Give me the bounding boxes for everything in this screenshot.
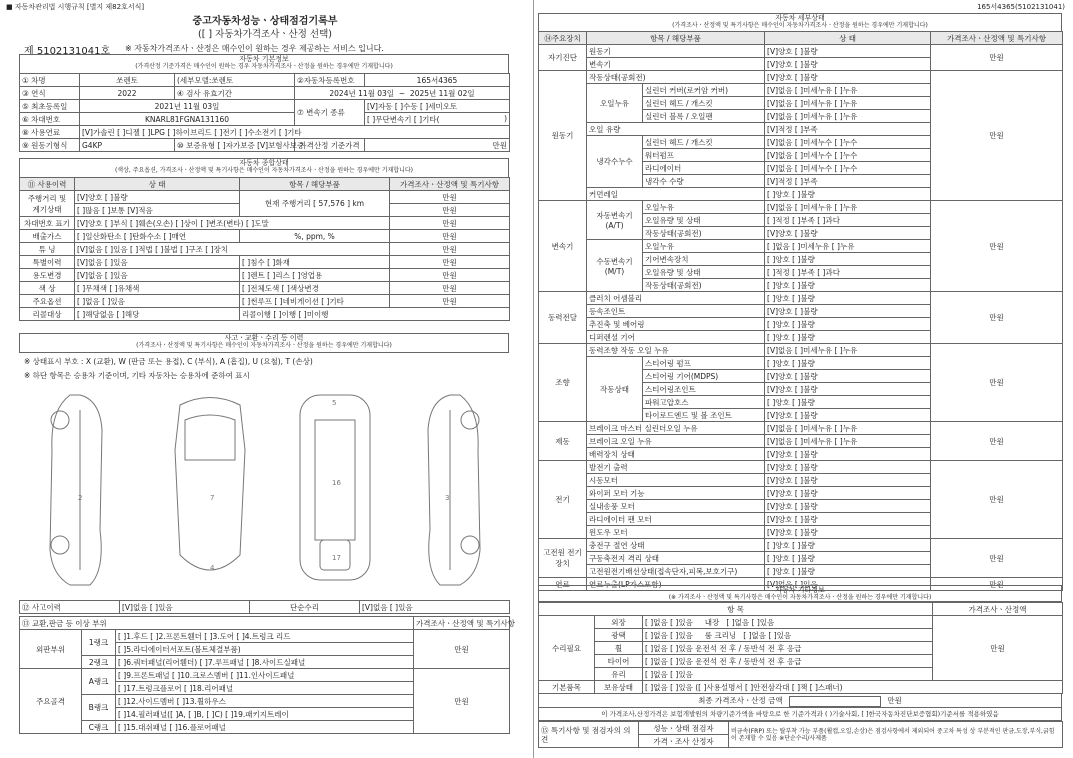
- other-col-item: 항 목: [539, 603, 933, 616]
- color-item: [ ]전체도색 [ ]색상변경: [240, 282, 390, 295]
- exchange-table: [19, 616, 515, 734]
- detail-item: 스티어링조인트: [643, 383, 765, 396]
- detail-item: 클러치 어셈블리: [587, 292, 765, 305]
- rankA-label: A랭크: [82, 669, 116, 695]
- odometer-label: 주행거리 및 계기상태: [20, 191, 75, 217]
- detail-section-name: 고전원 전기장치: [539, 539, 587, 578]
- accident-history-state: [V]없음 [ ]있음: [120, 601, 250, 614]
- detail-item: 워터펌프: [643, 149, 765, 162]
- base-price-label: 가격산정 기준가격: [295, 139, 365, 152]
- svg-text:4: 4: [210, 564, 215, 572]
- car-diagram: [40, 390, 500, 590]
- special-history-label: 특별이력: [20, 256, 75, 269]
- detail-state: [ ]적정 [ ]부족 [ ]과다: [765, 214, 931, 227]
- detail-section-price: 만원: [931, 539, 1063, 578]
- basic-info-note: (가격산정 기준가격은 매수인이 원하는 경우 자동차가격조사ㆍ산정을 원하는 경우에만 기재합니다): [135, 63, 393, 70]
- emission-state: [ ]일산화탄소 [ ]탄화수소 [ ]매연: [75, 230, 240, 243]
- right-page: [536, 0, 1073, 758]
- detail-item: 타이로드엔드 및 볼 조인트: [643, 409, 765, 422]
- detail-state: [V]양호 [ ]불량: [765, 487, 931, 500]
- other-info-block: [538, 585, 1062, 748]
- main-frame-label: 주요골격: [20, 669, 82, 734]
- base-price-unit: 만원: [365, 139, 510, 152]
- form-subtitle: ([ ] 자동차가격조사ㆍ산정 선택): [197, 29, 332, 40]
- svg-text:7: 7: [210, 494, 215, 502]
- detail-section-name: 전기: [539, 461, 587, 539]
- detail-section-name: 조향: [539, 344, 587, 422]
- detail-row: [539, 45, 1063, 58]
- rank2-line: [ ]6.쿼터패널(리어휀더) [ ]7.루프패널 [ ]8.사이드실패널: [116, 656, 414, 669]
- odometer-state-1: [V]양호 [ ]불량: [75, 191, 240, 204]
- car-name-value: 쏘렌토: [80, 74, 175, 87]
- rank1-line1: [ ]1.후드 [ ]2.프론트휀더 [ ]3.도어 [ ]4.트렁크 리드: [116, 630, 414, 643]
- basic-info-table: [19, 73, 510, 152]
- basic-info-header: [19, 54, 509, 74]
- detail-col-device: ⑭주요장치: [539, 32, 587, 45]
- detail-section-name: 변속기: [539, 201, 587, 292]
- detail-state: [V]양호 [ ]불량: [765, 45, 931, 58]
- simple-repair-state: [V]없음 [ ]있음: [360, 601, 510, 614]
- rankC-label: C랭크: [82, 721, 116, 734]
- repair-wheel-label: 휠: [595, 642, 643, 655]
- odometer-state-2: [ ]많음 [ ]보통 [V]적음: [75, 204, 240, 217]
- detail-item: 연료누출(LP가스포함): [587, 578, 765, 591]
- inspector-note: 비금속(FRP) 또는 탈부착 가능 부품(휠캡,오일,손상)은 점검사항에서 제외되어 중고차 특성 상 부분적인 판금,도장,부식,긁힘이 존재할 수 있음 ※단순수리/사제품: [729, 722, 1063, 748]
- detail-item: 브레이크 마스터 실린더오일 누유: [587, 422, 765, 435]
- summary-col-item: 항목 / 해당부품: [240, 178, 390, 191]
- repair-glass-row: [ ]없음 [ ]있음: [643, 668, 933, 681]
- detail-section-price: 만원: [931, 292, 1063, 344]
- detail-item: 커먼레일: [587, 188, 765, 201]
- detail-note: (가격조사ㆍ산정액 및 특기사항은 매수인이 자동차가격조사ㆍ산정을 원하는 경우에만 기재합니다): [672, 22, 928, 29]
- detail-header: [538, 13, 1062, 32]
- detail-item: 오일유량 및 상태: [643, 266, 765, 279]
- detail-item: 와이퍼 모터 기능: [587, 487, 765, 500]
- summary-table: [19, 177, 510, 321]
- year-value: 2022: [80, 87, 175, 100]
- usage-change-label: 용도변경: [20, 269, 75, 282]
- detail-state: [V]적정 [ ]부족: [765, 123, 931, 136]
- final-price-note: 이 가격조사,산정가격은 보험개발원의 차량기준가액을 바탕으로 한 기준가격과 ( )기술사회, [ ]한국자동차진단보증협회)기준서를 적용하였음: [538, 707, 1062, 721]
- final-price-unit: 만원: [887, 696, 902, 705]
- detail-state: [ ]양호 [ ]불량: [765, 318, 931, 331]
- detail-item: 시동모터: [587, 474, 765, 487]
- detail-col-item: 항목 / 해당부품: [587, 32, 765, 45]
- detail-state: [ ]양호 [ ]불량: [765, 292, 931, 305]
- detail-state: [ ]양호 [ ]불량: [765, 253, 931, 266]
- detail-item: 구동축전지 격리 상태: [587, 552, 765, 565]
- detail-item: 오일누유: [643, 240, 765, 253]
- detail-state: [V]적정 [ ]부족: [765, 175, 931, 188]
- detail-col-state: 상 태: [765, 32, 931, 45]
- detail-item: 작동상태(공회전): [587, 71, 765, 84]
- detail-section-price: 만원: [931, 71, 1063, 201]
- accident-title: 사고ㆍ교환ㆍ수리 등 이력: [224, 334, 304, 342]
- document-number: 제 5102131041호: [24, 46, 111, 57]
- inspector-table: [538, 721, 1063, 748]
- detail-item: 오일 유량: [587, 123, 765, 136]
- detail-state: [V]양호 [ ]불량: [765, 500, 931, 513]
- detail-row: [539, 539, 1063, 552]
- detail-row: [539, 292, 1063, 305]
- first-reg-value: 2021년 11월 03일: [80, 100, 295, 113]
- detail-row: [539, 344, 1063, 357]
- detail-item: 스티어링 기어(MDPS): [643, 370, 765, 383]
- detail-state: [V]양호 [ ]불량: [765, 526, 931, 539]
- emission-label: 배출가스: [20, 230, 75, 243]
- detail-item: 실린더 헤드 / 개스킷: [643, 136, 765, 149]
- basic-info-title: 자동차 기본정보: [239, 55, 289, 63]
- detail-state: [V]없음 [ ]미세누유 [ ]누유: [765, 97, 931, 110]
- detail-state: [V]양호 [ ]불량: [765, 474, 931, 487]
- detail-item: 실린더 커버(로커암 커버): [643, 84, 765, 97]
- document-note: ※ 자동차가격조사ㆍ산정은 매수인이 원하는 경우 제공하는 서비스 입니다.: [125, 44, 384, 53]
- detail-item: 작동상태(공회전): [643, 227, 765, 240]
- rank1-label: 1랭크: [82, 630, 116, 656]
- detail-item: 기어변속장치: [643, 253, 765, 266]
- detail-item: 디퍼렌셜 기어: [587, 331, 765, 344]
- validity-label: ④ 검사 유효기간: [175, 87, 295, 100]
- simple-repair-label: 단순수리: [250, 601, 360, 614]
- color-price: 만원: [390, 282, 510, 295]
- year-label: ③ 연식: [20, 87, 80, 100]
- detail-state: [ ]양호 [ ]불량: [765, 565, 931, 578]
- detail-item: 추진축 및 베어링: [587, 318, 765, 331]
- tuning-label: 튜 닝: [20, 243, 75, 256]
- final-price-row: [538, 694, 1062, 707]
- repair-tire-label: 타이어: [595, 655, 643, 668]
- accident-note: (가격조사ㆍ산정액 및 특기사항은 매수인이 자동차가격조사ㆍ산정을 원하는 경우에만 기재합니다): [136, 342, 392, 349]
- outer-panel-price: 만원: [414, 630, 510, 669]
- repair-polish-row: [ ]없음 [ ]있음 룸 크리닝 [ ]없음 [ ]있음: [643, 629, 933, 642]
- rankB-line2: [ ]14.필러패널([ ]A, [ ]B, [ ]C) [ ]19.패키지트레이: [116, 708, 414, 721]
- tuning-price: 만원: [390, 243, 510, 256]
- detail-section-price: 만원: [931, 344, 1063, 422]
- vin-value: KNARL81FGNA131160: [80, 113, 295, 126]
- detail-section-name: 연료: [539, 578, 587, 591]
- detail-item: 냉각수 수량: [643, 175, 765, 188]
- odometer-value: 현재 주행거리 [ 57,576 ] km: [240, 191, 390, 217]
- symbol-legend: ※ 상태표시 부호 : X (교환), W (판금 또는 용접), C (부식), A (흠집), U (요철), T (손상): [24, 357, 313, 366]
- basic-items-state: [ ]없음 [ ]있음 ([ ]사용설명서 [ ]안전삼각대 [ ]잭 [ ]스패너): [643, 681, 1063, 694]
- rankA-line1: [ ]9.프론트패널 [ ]10.크로스멤버 [ ]11.인사이드패널: [116, 669, 414, 682]
- rankB-line1: [ ]12.사이드멤버 [ ]13.휠하우스: [116, 695, 414, 708]
- warranty-cell: ⑩ 보증유형 [ ]자가보증 [V]보험사보증: [175, 139, 295, 152]
- recall-item: 리콜이행 [ ]이행 [ ]미이행: [240, 308, 510, 321]
- detail-item: 원동기: [587, 45, 765, 58]
- detail-state: [ ]없음 [ ]미세누유 [ ]누유: [765, 240, 931, 253]
- emission-price: 만원: [390, 230, 510, 243]
- option-price: 만원: [390, 295, 510, 308]
- rankC-line: [ ]15.대쉬패널 [ ]16.플로어패널: [116, 721, 414, 734]
- detail-state: [ ]양호 [ ]불량: [765, 539, 931, 552]
- usage-change-price: 만원: [390, 269, 510, 282]
- color-label: 색 상: [20, 282, 75, 295]
- detail-section-price: 만원: [931, 422, 1063, 461]
- vin-label: ⑥ 차대번호: [20, 113, 80, 126]
- summary-header: [19, 158, 509, 178]
- detail-state: [ ]양호 [ ]불량: [765, 552, 931, 565]
- detail-section-name: 제동: [539, 422, 587, 461]
- special-history-state: [V]없음 [ ]있음: [75, 256, 240, 269]
- svg-text:17: 17: [332, 554, 341, 562]
- accident-history-table: [19, 600, 510, 614]
- right-top-note: 165서4365(5102131041): [977, 3, 1065, 11]
- rankA-line2: [ ]17.트렁크플로어 [ ]18.리어패널: [116, 682, 414, 695]
- repair-glass-label: 유리: [595, 668, 643, 681]
- main-frame-price: 만원: [414, 669, 510, 734]
- exchange-price-header: 가격조사ㆍ산정액 및 특기사항: [414, 617, 510, 630]
- vin-mark-price: 만원: [390, 217, 510, 230]
- car-model-detail: (세부모델:쏘렌토: [175, 74, 295, 87]
- detail-state: [ ]양호 [ ]불량: [765, 357, 931, 370]
- detail-row: [539, 422, 1063, 435]
- other-info-header: [538, 585, 1062, 602]
- transmission-line2: [ ]무단변속기 [ ]기타( ): [365, 113, 510, 126]
- detail-section-name: 원동기: [539, 71, 587, 201]
- form-number: ■ 자동차관리법 시행규칙 [별지 제82호서식]: [6, 3, 145, 11]
- svg-text:5: 5: [332, 399, 337, 407]
- detail-item: 파워고압호스: [643, 396, 765, 409]
- detail-state: [V]없음 [ ]미세누수 [ ]누수: [765, 149, 931, 162]
- special-history-price: 만원: [390, 256, 510, 269]
- detail-item: 오일유량 및 상태: [643, 214, 765, 227]
- outer-panel-label: 외판부위: [20, 630, 82, 669]
- summary-note: (색상, 주요옵션, 가격조사ㆍ산정액 및 특기사항은 매수인이 자동차가격조사ㆍ산정을 원하는 경우에만 기재합니다): [114, 167, 414, 174]
- detail-item: 실린더 헤드 / 개스킷: [643, 97, 765, 110]
- basic-items-label: 기본품목: [539, 681, 595, 694]
- detail-state: [V]양호 [ ]불량: [765, 370, 931, 383]
- left-page: [0, 0, 530, 758]
- color-state: [ ]무채색 [ ]유채색: [75, 282, 240, 295]
- detail-state: [V]없음 [ ]미세누유 [ ]누유: [765, 201, 931, 214]
- repair-tire-row: [ ]없음 [ ]있음 운전석 전 후 / 동반석 전 후 응급: [643, 655, 933, 668]
- detail-row: [539, 71, 1063, 84]
- detail-item: 작동상태(공회전): [643, 279, 765, 292]
- accident-history-label: ⑫ 사고이력: [20, 601, 120, 614]
- reg-no-label: ②자동차등록번호: [295, 74, 365, 87]
- detail-state: [V]없음 [ ]미세누유 [ ]누유: [765, 435, 931, 448]
- detail-item: 배력장치 상태: [587, 448, 765, 461]
- detail-group-name: 오일누유: [587, 84, 643, 123]
- detail-section-price: 만원: [931, 201, 1063, 292]
- detail-state: [V]없음 [ ]미세누수 [ ]누수: [765, 162, 931, 175]
- vin-mark-label: 차대번호 표기: [20, 217, 75, 230]
- repair-polish-label: 광택: [595, 629, 643, 642]
- accident-header: [19, 333, 509, 353]
- detail-state: [ ]양호 [ ]불량: [765, 279, 931, 292]
- rank2-label: 2랭크: [82, 656, 116, 669]
- option-label: 주요옵션: [20, 295, 75, 308]
- detail-item: 스티어링 펌프: [643, 357, 765, 370]
- detail-state: [V]양호 [ ]불량: [765, 513, 931, 526]
- detail-table: [538, 31, 1063, 591]
- rankB-label: B랭크: [82, 695, 116, 721]
- detail-state: [V]없음 [ ]미세누유 [ ]누유: [765, 344, 931, 357]
- detail-item: 라디에이터: [643, 162, 765, 175]
- detail-state: [V]양호 [ ]불량: [765, 448, 931, 461]
- inspector-label: ⑮ 특기사항 및 점검자의 의견: [539, 722, 639, 748]
- tuning-state: [V]없음 [ ]있음 [ ]적법 [ ]불법 [ ]구조 [ ]장치: [75, 243, 390, 256]
- repair-needed-label: 수리필요: [539, 616, 595, 681]
- fuel-label: ⑧ 사용연료: [20, 126, 80, 139]
- usage-change-state: [V]없음 [ ]있음: [75, 269, 240, 282]
- detail-group-name: 작동상태: [587, 357, 643, 422]
- transmission-line1: [V]자동 [ ]수동 [ ]세미오토: [365, 100, 510, 113]
- summary-col-state: 상 태: [75, 178, 240, 191]
- exchange-header: ⑬ 교환,판금 등 이상 부위: [20, 617, 414, 630]
- car-left-side-view: [50, 395, 102, 585]
- detail-section-price: 만원: [931, 45, 1063, 71]
- reg-no-value: 165서4365: [365, 74, 510, 87]
- special-history-item: [ ]침수 [ ]화재: [240, 256, 390, 269]
- detail-col-price: 가격조사ㆍ산정액 및 특기사항: [931, 32, 1063, 45]
- form-title: 중고자동차성능ㆍ상태점검기록부: [192, 16, 338, 27]
- detail-item: 고전원전기배선상태(접속단자,피복,보호기구): [587, 565, 765, 578]
- page-divider: [533, 0, 534, 758]
- detail-item: 브레이크 오일 누유: [587, 435, 765, 448]
- detail-item: 라디에이터 팬 모터: [587, 513, 765, 526]
- other-info-note: (※ 가격조사ㆍ산정액 및 특기사항은 매수인이 자동차가격조사ㆍ산정을 원하는 경우에만 기재합니다): [668, 594, 932, 601]
- repair-exterior-row: [ ]없음 [ ]있음 내장 [ ]없음 [ ]있음: [643, 616, 933, 629]
- detail-item: 실내송풍 모터: [587, 500, 765, 513]
- detail-group-name: 수동변속기(M/T): [587, 240, 643, 292]
- svg-text:16: 16: [332, 479, 341, 487]
- detail-row: [539, 201, 1063, 214]
- inspector-price: 가격ㆍ조사 산정자: [639, 735, 729, 748]
- detail-section-price: 만원: [931, 461, 1063, 539]
- detail-state: [V]양호 [ ]불량: [765, 409, 931, 422]
- recall-label: 리콜대상: [20, 308, 75, 321]
- detail-state: [V]양호 [ ]불량: [765, 305, 931, 318]
- repair-exterior-label: 외장: [595, 616, 643, 629]
- passenger-car-note: ※ 하단 항목은 승용차 기준이며, 기타 자동차는 승용차에 준하여 표시: [24, 371, 250, 380]
- detail-state: [V]없음 [ ]미세누유 [ ]누유: [765, 110, 931, 123]
- detail-state: [V]없음 [ ]미세누유 [ ]누유: [765, 84, 931, 97]
- detail-item: 동력조향 작동 오일 누유: [587, 344, 765, 357]
- svg-text:2: 2: [78, 494, 83, 502]
- detail-state: [ ]양호 [ ]불량: [765, 188, 931, 201]
- detail-group-name: 자동변속기(A/T): [587, 201, 643, 240]
- detail-state: [ ]양호 [ ]불량: [765, 396, 931, 409]
- other-info-table: [538, 602, 1063, 694]
- vin-mark-state: [V]양호 [ ]부식 [ ]훼손(오손) [ ]상이 [ ]변조(변타) [ ]도말: [75, 217, 390, 230]
- repair-price: 만원: [933, 616, 1063, 681]
- engine-label: ⑨ 원동기형식: [20, 139, 80, 152]
- car-name-label: ① 차명: [20, 74, 80, 87]
- detail-row: [539, 461, 1063, 474]
- summary-title: 자동차 종합상태: [239, 159, 289, 167]
- other-info-title: 자동차 기타정보: [775, 586, 825, 594]
- option-state: [ ]없음 [ ]있음: [75, 295, 240, 308]
- emission-values: %, ppm, %: [240, 230, 390, 243]
- option-item: [ ]썬루프 [ ]네비게이션 [ ]기타: [240, 295, 390, 308]
- detail-state: [V]없음 [ ]있음: [765, 578, 931, 591]
- detail-title: 자동차 세부상태: [775, 14, 825, 22]
- engine-value: G4KP: [80, 139, 175, 152]
- detail-item: 등속조인트: [587, 305, 765, 318]
- detail-state: [V]양호 [ ]불량: [765, 227, 931, 240]
- detail-item: 충전구 절연 상태: [587, 539, 765, 552]
- detail-item: 실린더 블록 / 오일팬: [643, 110, 765, 123]
- usage-change-item: [ ]렌트 [ ]리스 [ ]영업용: [240, 269, 390, 282]
- detail-item: 윈도우 모터: [587, 526, 765, 539]
- detail-state: [ ]양호 [ ]불량: [765, 331, 931, 344]
- car-frame-view: [300, 395, 370, 580]
- transmission-label: ⑦ 변속기 종류: [295, 100, 365, 126]
- detail-group-name: 냉각수누수: [587, 136, 643, 188]
- final-price-label: 최종 가격조사ㆍ산정 금액: [698, 696, 783, 705]
- first-reg-label: ⑤ 최초등록일: [20, 100, 80, 113]
- summary-col-usage: ⑪ 사용이력: [20, 178, 75, 191]
- detail-section-name: 자기진단: [539, 45, 587, 71]
- detail-item: 오일누유: [643, 201, 765, 214]
- car-top-view: [175, 398, 245, 573]
- detail-state: [V]없음 [ ]미세누유 [ ]누유: [765, 422, 931, 435]
- other-col-price: 가격조사ㆍ산정액: [933, 603, 1063, 616]
- basic-items-sub: 보유상태: [595, 681, 643, 694]
- detail-state: [V]양호 [ ]불량: [765, 383, 931, 396]
- detail-state: [V]없음 [ ]미세누수 [ ]누수: [765, 136, 931, 149]
- repair-wheel-row: [ ]없음 [ ]있음 운전석 전 후 / 동반석 전 후 응급: [643, 642, 933, 655]
- detail-state: [V]양호 [ ]불량: [765, 461, 931, 474]
- car-right-side-view: [428, 395, 480, 585]
- detail-state: [V]양호 [ ]불량: [765, 58, 931, 71]
- fuel-value: [V]가솔린 [ ]디젤 [ ]LPG [ ]하이브리드 [ ]전기 [ ]수소전기 [ ]기타: [80, 126, 510, 139]
- inspector-performance: 성능ㆍ상태 점검자: [639, 722, 729, 735]
- detail-section-price: 만원: [931, 578, 1063, 591]
- odometer-price-1: 만원: [390, 191, 510, 204]
- rank1-line2: [ ]5.라디에이터서포트(볼트체결부품): [116, 643, 414, 656]
- summary-col-price: 가격조사ㆍ산정액 및 특기사항: [390, 178, 510, 191]
- recall-state: [ ]해당없음 [ ]해당: [75, 308, 240, 321]
- validity-value: 2024년 11월 03일 ~ 2025년 11월 02일: [295, 87, 510, 100]
- detail-state: [ ]적정 [ ]부족 [ ]과다: [765, 266, 931, 279]
- detail-state: [V]양호 [ ]불량: [765, 71, 931, 84]
- detail-item: 발전기 출력: [587, 461, 765, 474]
- svg-text:3: 3: [445, 494, 450, 502]
- detail-section-name: 동력전달: [539, 292, 587, 344]
- detail-item: 변속기: [587, 58, 765, 71]
- odometer-price-2: 만원: [390, 204, 510, 217]
